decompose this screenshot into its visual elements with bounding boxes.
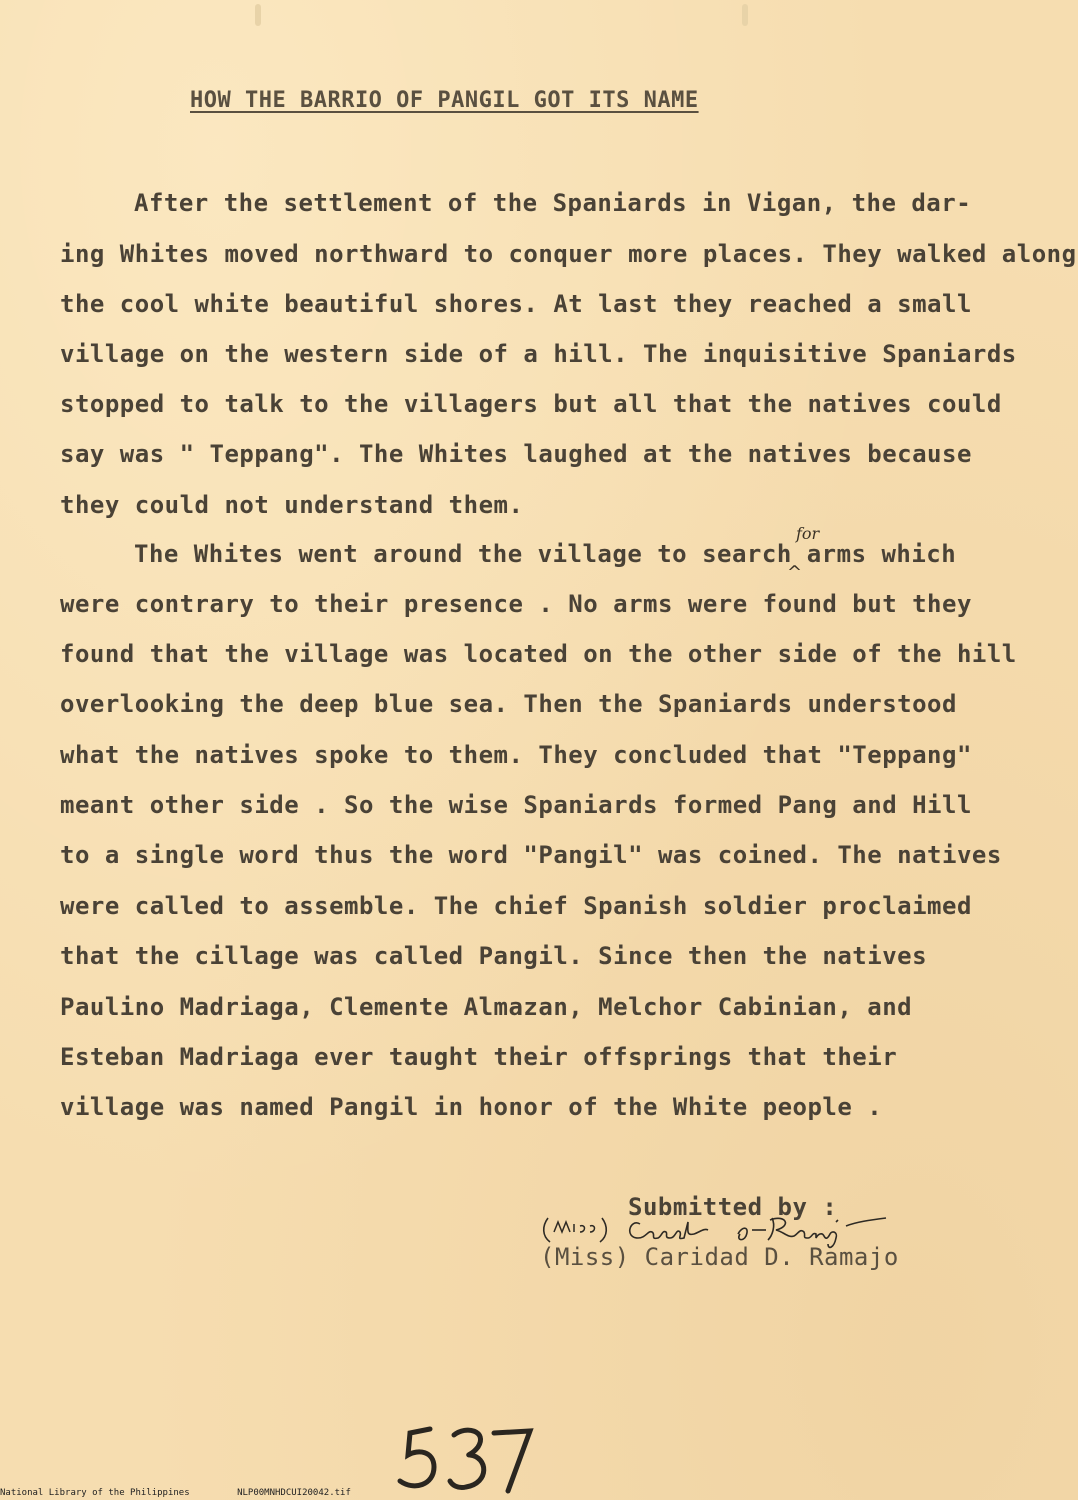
body-line: Paulino Madriaga, Clemente Almazan, Melchor Cabinian, and — [60, 993, 913, 1021]
body-line: The Whites went around the village to search arms which — [134, 540, 957, 568]
body-line: that the cillage was called Pangil. Since then the natives — [60, 942, 928, 970]
body-line: village was named Pangil in honor of the White people . — [60, 1093, 883, 1121]
body-line: the cool white beautiful shores. At last they reached a small — [60, 290, 972, 318]
body-line: what the natives spoke to them. They concluded that "Teppang" — [60, 741, 972, 769]
punch-hole — [255, 4, 261, 26]
handwritten-page-number — [396, 1425, 546, 1495]
body-line: they could not understand them. — [60, 491, 524, 519]
body-line: to a single word thus the word "Pangil" was coined. The natives — [60, 841, 1002, 869]
body-line: village on the western side of a hill. The inquisitive Spaniards — [60, 340, 1017, 368]
document-title: HOW THE BARRIO OF PANGIL GOT ITS NAME — [190, 88, 699, 113]
archive-footer — [0, 1488, 393, 1498]
signer-name: (Miss) Caridad D. Ramajo — [540, 1243, 899, 1271]
body-line: say was " Teppang". The Whites laughed at the natives because — [60, 440, 972, 468]
body-line: found that the village was located on the other side of the hill — [60, 640, 1017, 668]
scan-filename: NLP00MNHDCUI20042.tif — [237, 1488, 351, 1498]
body-line: meant other side . So the wise Spaniards formed Pang and Hill — [60, 791, 972, 819]
submitted-by-label: Submitted by : — [628, 1193, 838, 1221]
archive-name: National Library of the Philippines — [0, 1488, 190, 1498]
body-line: were called to assemble. The chief Spanish soldier proclaimed — [60, 892, 972, 920]
body-line: were contrary to their presence . No arms were found but they — [60, 590, 972, 618]
body-line: overlooking the deep blue sea. Then the Spaniards understood — [60, 690, 957, 718]
body-line: stopped to talk to the villagers but all that the natives could — [60, 390, 1002, 418]
body-line: ing Whites moved northward to conquer more places. They walked along — [60, 240, 1077, 268]
handwritten-insertion: for — [796, 524, 820, 543]
insertion-caret-icon: ^ — [787, 562, 803, 583]
body-line: Esteban Madriaga ever taught their offsprings that their — [60, 1043, 898, 1071]
body-line: After the settlement of the Spaniards in Vigan, the dar- — [134, 189, 972, 217]
punch-hole — [742, 4, 748, 26]
